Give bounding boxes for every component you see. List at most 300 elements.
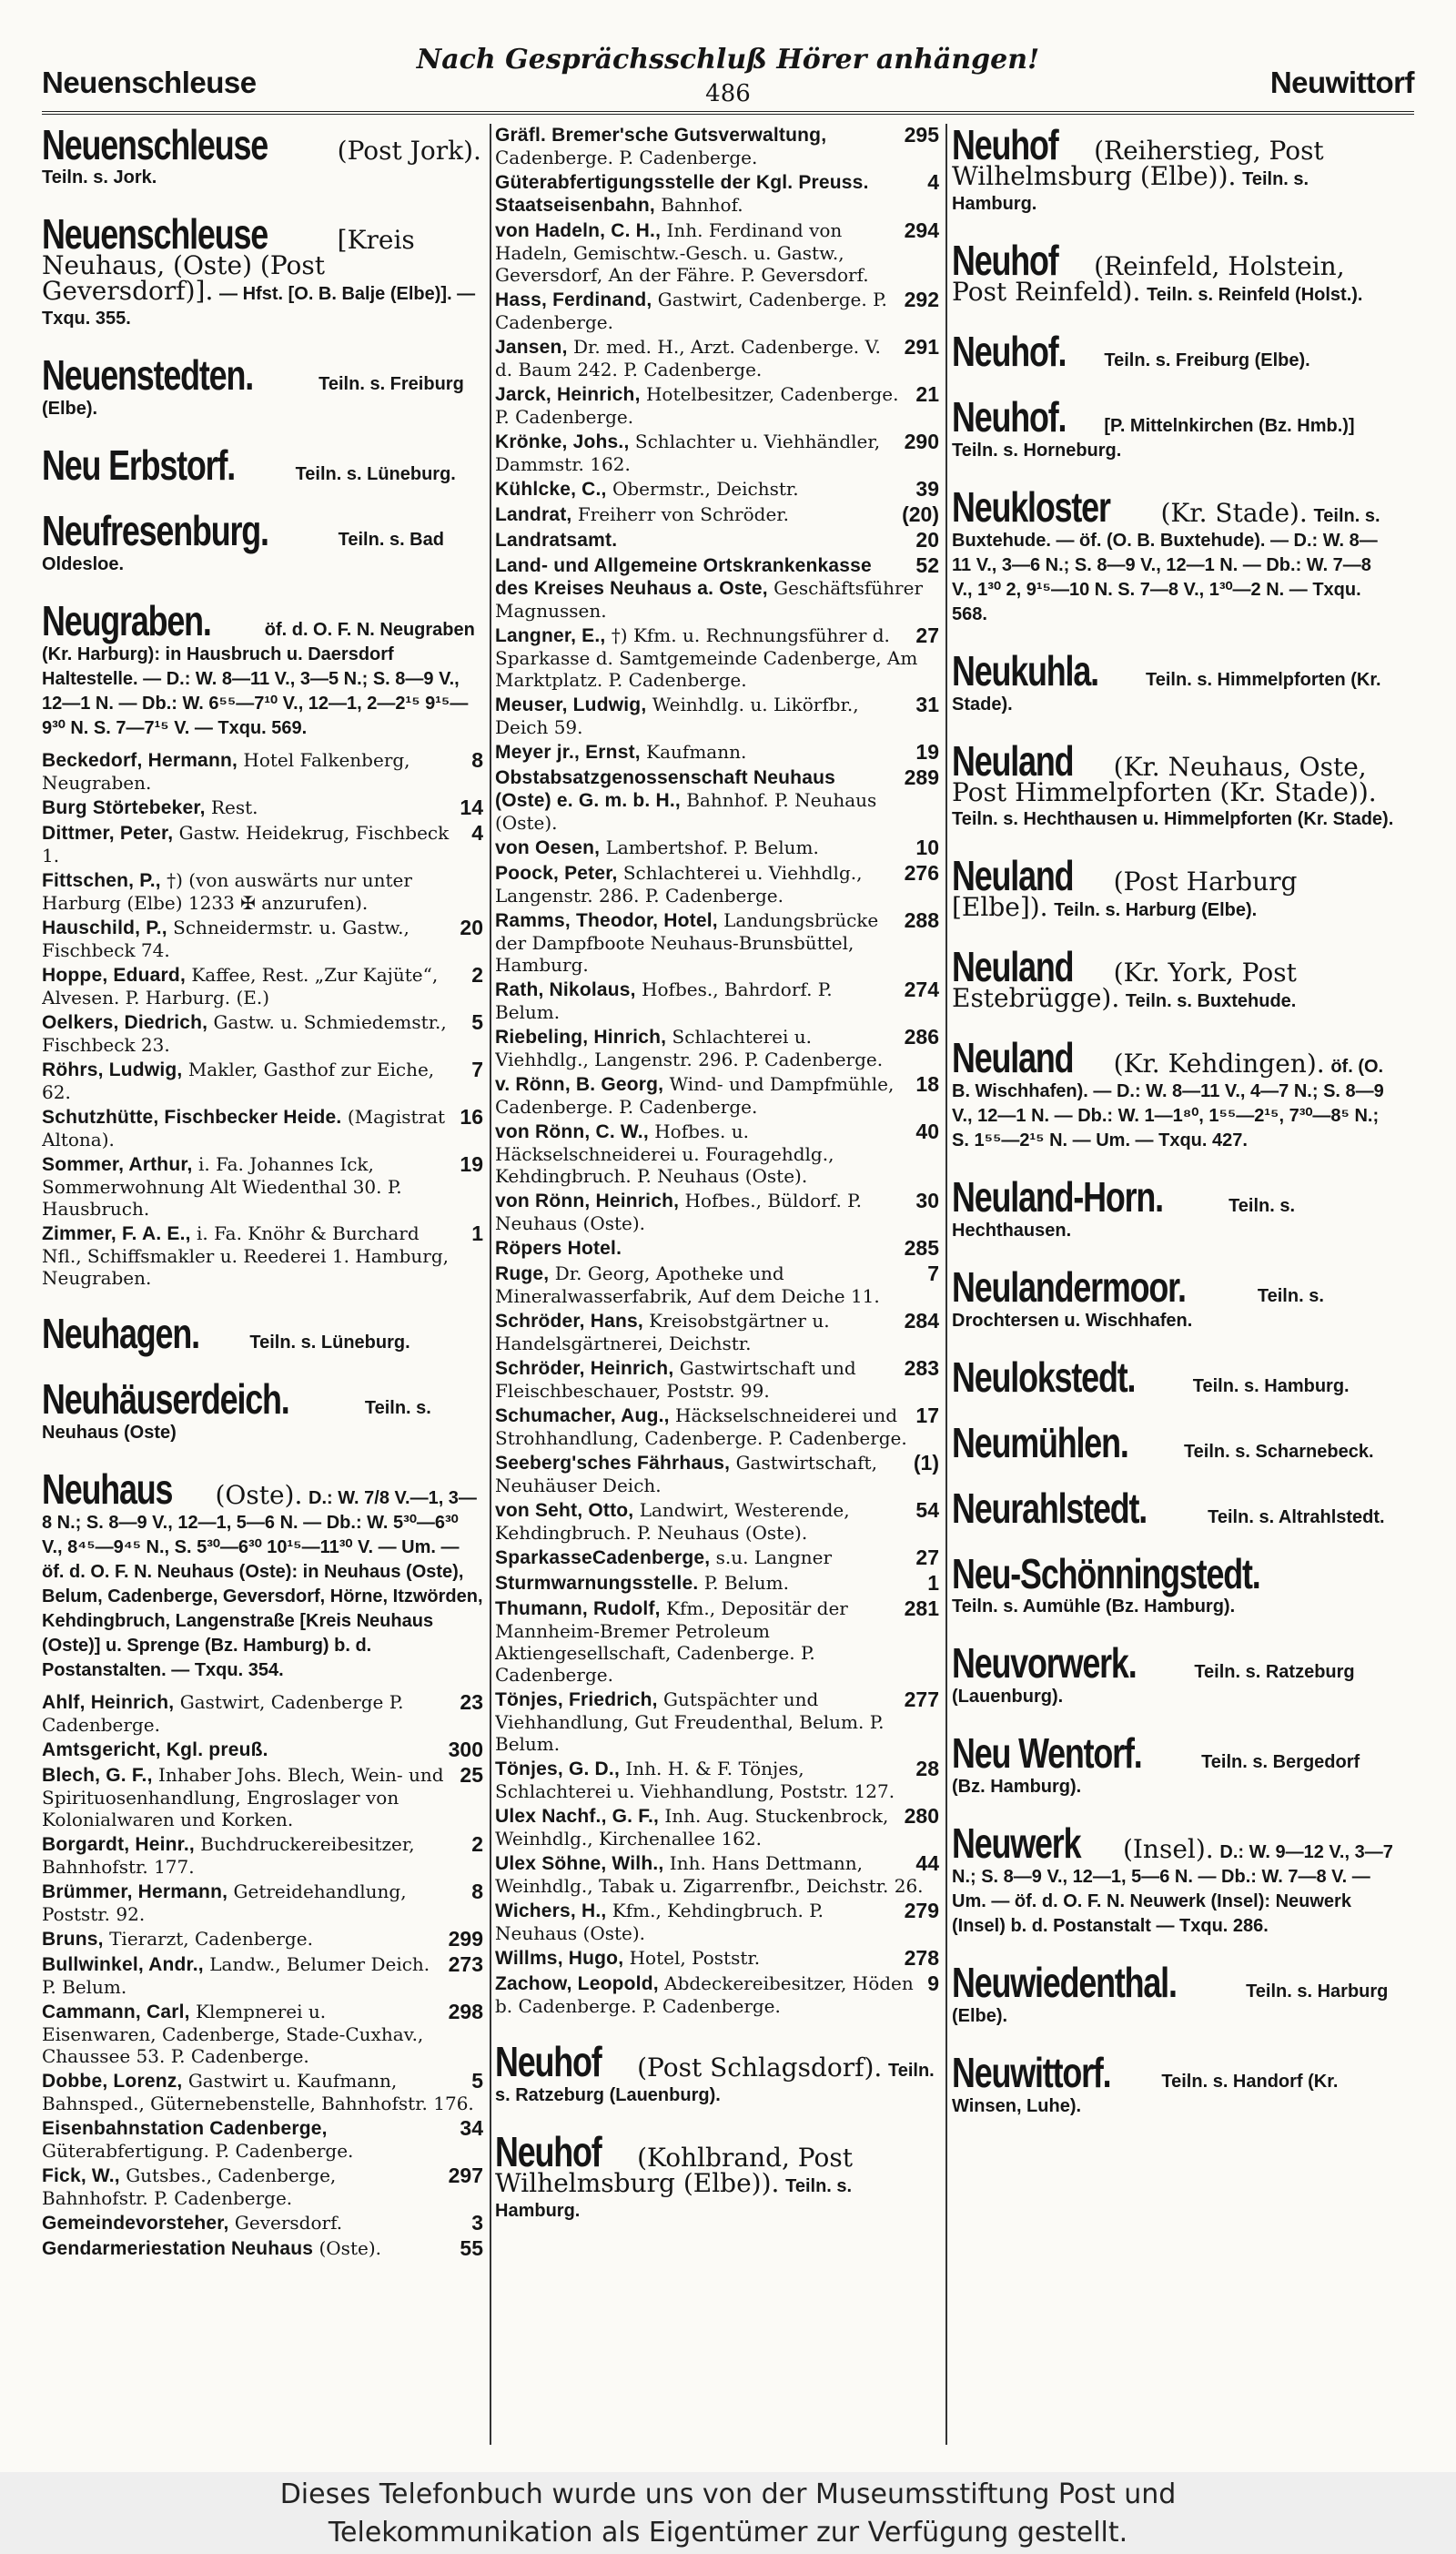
footer-line-1: Dieses Telefonbuch wurde uns von der Museumsstiftung Post und <box>279 2478 1177 2510</box>
place-name: Neuhagen. <box>42 1310 199 1357</box>
place-entry <box>952 1639 1394 1708</box>
place-entry <box>952 1419 1394 1466</box>
subscriber-details: Häckselschneiderei und Strohhandlung, Cadenberge. P. Cadenberge. <box>495 1404 907 1449</box>
place-entry <box>495 2128 939 2223</box>
place-entry <box>952 1485 1394 1532</box>
phone-number: 288 <box>904 908 939 932</box>
place-qualifier: (Kr. Kehdingen). <box>1113 1049 1325 1079</box>
subscriber-details: Bahnhof. <box>661 194 743 216</box>
subscriber-entry <box>42 869 483 914</box>
subscriber-name: Tönjes, G. D., <box>495 1758 620 1779</box>
subscriber-details: Gutspächter und Viehhandlung, Gut Freudenthal, Belum. P. Belum. <box>495 1688 885 1755</box>
phone-number: 10 <box>915 836 939 859</box>
phone-number: 8 <box>471 748 483 772</box>
place-info: Teiln. s. Jork. <box>42 167 157 187</box>
subscriber-details: Hotel Falkenberg, Neugraben. <box>42 749 410 794</box>
phone-number: 277 <box>904 1687 939 1711</box>
place-name: Neufresenburg. <box>42 507 268 554</box>
subscriber-details: Gutsbes., Cadenberge, Bahnhofstr. P. Cadenberge. <box>42 2164 337 2209</box>
subscriber-entry <box>495 978 939 1023</box>
subscriber-entry <box>495 336 939 380</box>
place-info: Teiln. s. Hamburg. <box>1192 1376 1350 1396</box>
place-info: Teiln. s. Drochtersen u. Wischhafen. <box>952 1286 1324 1331</box>
column-3 <box>952 124 1394 2456</box>
subscriber-details: Geschäftsführer Magnussen. <box>495 577 923 622</box>
phone-number: 16 <box>460 1105 483 1129</box>
subscriber-entry <box>495 1947 939 1970</box>
place-info: Teiln. s. Bergedorf (Bz. Hamburg). <box>952 1752 1360 1797</box>
subscriber-entry <box>495 219 939 286</box>
phone-number: 34 <box>460 2116 483 2140</box>
place-info: Teiln. s. Hechthausen. <box>952 1196 1296 1241</box>
place-entry <box>952 1550 1394 1618</box>
phone-number: 25 <box>460 1763 483 1787</box>
subscriber-name: Tönjes, Friedrich, <box>495 1689 658 1710</box>
place-qualifier: (Reinfeld, Holstein, Post Reinfeld). <box>952 251 1345 307</box>
subscriber-entry <box>495 1688 939 1755</box>
place-name: Neuenschleuse <box>42 124 268 168</box>
place-info: Teiln. s. Lüneburg. <box>249 1333 410 1353</box>
subscriber-entry <box>42 749 483 794</box>
subscriber-name: Kühlcke, C., <box>495 479 607 500</box>
subscriber-name: Schröder, Hans, <box>495 1311 643 1332</box>
subscriber-name: Thumann, Rudolf, <box>495 1598 661 1619</box>
place-name: Neu Erbstorf. <box>42 441 236 489</box>
place-entry <box>952 1034 1394 1152</box>
place-name: Neuwerk <box>952 1819 1081 1867</box>
subscriber-entry <box>42 2212 483 2235</box>
subscriber-details: (Oste). <box>318 2237 381 2259</box>
subscriber-details: Gastwirt u. Kaufmann, Bahnsped., Güternebenstelle, Bahnhofstr. 176. <box>42 2070 474 2114</box>
subscriber-entry <box>42 2117 483 2162</box>
place-entry <box>42 210 483 330</box>
subscriber-details: Güterabfertigung. P. Cadenberge. <box>42 2140 354 2162</box>
subscriber-name: Meuser, Ludwig, <box>495 694 647 715</box>
place-info: Teiln. s. Altrahlstedt. <box>1208 1507 1385 1527</box>
column-2 <box>495 124 939 2456</box>
place-info: Teiln. s. Harburg (Elbe). <box>1054 900 1258 920</box>
subscriber-entry <box>495 1546 939 1569</box>
subscriber-details: Klempnerei u. Eisenwaren, Cadenberge, Stade-Cuxhav., Chaussee 53. P. Cadenberge. <box>42 2001 424 2067</box>
subscriber-entry <box>495 1900 939 1944</box>
subscriber-name: Ulex Söhne, Wilh., <box>495 1853 664 1874</box>
phone-number: 18 <box>915 1072 939 1096</box>
phone-number: 279 <box>904 1899 939 1922</box>
phone-number: 4 <box>927 170 939 194</box>
subscriber-details: Makler, Gasthof zur Eiche, 62. <box>42 1059 435 1103</box>
place-qualifier: (Kohlbrand, Post Wilhelmsburg (Elbe)). <box>495 2143 853 2198</box>
subscriber-entry <box>495 909 939 976</box>
phone-number: 5 <box>471 2069 483 2093</box>
phone-number: 28 <box>915 1757 939 1780</box>
place-entry <box>952 1959 1394 2028</box>
subscriber-name: Zimmer, F. A. E., <box>42 1223 191 1244</box>
subscriber-entry <box>42 1928 483 1951</box>
phone-number: 295 <box>904 124 939 147</box>
subscriber-details: Landwirt, Westerende, Kehdingbruch. P. Neuhaus (Oste). <box>495 1499 850 1544</box>
subscriber-entry <box>495 1972 939 2017</box>
subscriber-name: Ulex Nachf., G. F., <box>495 1806 660 1827</box>
subscriber-entry <box>495 1499 939 1544</box>
subscriber-entry <box>42 1059 483 1103</box>
phone-number: 281 <box>904 1596 939 1620</box>
place-qualifier: (Oste). <box>215 1480 303 1510</box>
place-name: Neuland <box>952 943 1074 990</box>
header-left-keyword: Neuenschleuse <box>42 66 257 99</box>
place-entry <box>42 1310 483 1357</box>
phone-number: 299 <box>448 1927 483 1951</box>
subscriber-name: Ramms, Theodor, Hotel, <box>495 910 718 931</box>
subscriber-details: Wind- und Dampfmühle, Cadenberge. P. Cadenberge. <box>495 1073 895 1118</box>
subscriber-entry <box>42 796 483 819</box>
subscriber-details: Schlachterei u. Viehhdlg., Langenstr. 296. P. Cadenberge. <box>495 1026 884 1070</box>
subscriber-name: Riebeling, Hinrich, <box>495 1027 667 1048</box>
place-info: öf. (O. B. Wischhafen). — D.: W. 8—11 V., 4—7 N.; S. 8—9 V., 12—1 N. — Db.: W. 1—1⁸⁰, 1⁵⁵—2¹⁵, 7³⁰—8⁵ N.; S. 1⁵⁵—2¹⁵ N. — Um. — Txqu. 427. <box>952 1057 1384 1150</box>
page-number: 486 <box>705 80 751 107</box>
place-qualifier: (Insel). <box>1122 1834 1214 1864</box>
subscriber-entry <box>495 862 939 907</box>
subscriber-details: Kaufmann. <box>646 741 747 763</box>
subscriber-details: (Magistrat Altona). <box>42 1106 446 1150</box>
phone-number: 2 <box>471 1832 483 1856</box>
subscriber-entry <box>495 1452 939 1496</box>
subscriber-name: von Hadeln, C. H., <box>495 220 662 241</box>
place-info: Teiln. s. Ratzeburg (Lauenburg). <box>495 2061 935 2105</box>
place-qualifier: (Reiherstieg, Post Wilhelmsburg (Elbe)). <box>952 136 1324 191</box>
phone-number: 290 <box>904 430 939 453</box>
place-entry <box>42 1465 483 1682</box>
phone-number: 286 <box>904 1025 939 1049</box>
subscriber-entry <box>495 431 939 475</box>
subscriber-name: Dobbe, Lorenz, <box>42 2071 183 2092</box>
phone-number: 23 <box>460 1690 483 1714</box>
subscriber-name: Gräfl. Bremer'sche Gutsverwaltung, <box>495 125 827 146</box>
phone-number: 27 <box>915 1546 939 1569</box>
subscriber-name: Jarck, Heinrich, <box>495 384 641 405</box>
phone-number: 283 <box>904 1356 939 1380</box>
subscriber-details: Hofbes. u. Häckselschneiderei u. Fouragehdlg., Kehdingbruch. P. Neuhaus (Oste). <box>495 1120 834 1187</box>
subscriber-details: Schneidermstr. u. Gastw., Fischbeck 74. <box>42 917 410 961</box>
subscriber-details: Gastwirt, Cadenberge. P. Cadenberge. <box>495 289 887 333</box>
phone-number: 273 <box>448 1952 483 1976</box>
subscriber-name: Jansen, <box>495 337 568 358</box>
subscriber-details: Dr. Georg, Apotheke und Mineralwasserfabrik, Auf dem Deiche 11. <box>495 1262 880 1307</box>
place-name: Neuhäuserdeich. <box>42 1375 289 1423</box>
phone-number: 1 <box>471 1221 483 1245</box>
place-info: Teiln. s. Hechthausen u. Himmelpforten (Kr. Stade). <box>952 809 1394 829</box>
place-qualifier: (Kr. Stade). <box>1160 498 1308 528</box>
subscriber-entry <box>495 694 939 738</box>
subscriber-name: Hass, Ferdinand, <box>495 289 652 310</box>
subscriber-name: Poock, Peter, <box>495 863 618 884</box>
subscriber-entry <box>495 1262 939 1307</box>
subscriber-details: Hotelbesitzer, Cadenberge. P. Cadenberge. <box>495 383 899 428</box>
phone-number: 1 <box>927 1571 939 1595</box>
subscriber-details: Hofbes., Bahrdorf. P. Belum. <box>495 978 833 1023</box>
place-name: Neu Wentorf. <box>952 1729 1142 1777</box>
phone-number: 292 <box>904 288 939 311</box>
subscriber-details: Landw., Belumer Deich. P. Belum. <box>42 1953 430 1998</box>
place-entry <box>952 328 1394 375</box>
page-header <box>42 44 1414 107</box>
phone-number: 284 <box>904 1309 939 1333</box>
phone-number: 5 <box>471 1010 483 1034</box>
place-name: Neukloster <box>952 483 1110 531</box>
subscriber-details: Freiherr von Schröder. <box>577 503 789 525</box>
subscriber-details: Bahnhof. P. Neuhaus (Oste). <box>495 789 877 834</box>
subscriber-name: Wichers, H., <box>495 1900 607 1921</box>
subscriber-details: Kreisobstgärtner u. Handelsgärtnerei, Deichstr. <box>495 1310 830 1354</box>
subscriber-entry <box>495 1237 939 1260</box>
subscriber-entry <box>42 917 483 961</box>
subscriber-name: SparkasseCadenberge, <box>495 1547 711 1568</box>
subscriber-name: Ahlf, Heinrich, <box>42 1692 175 1713</box>
place-entry <box>952 1173 1394 1242</box>
phone-number: 280 <box>904 1804 939 1828</box>
phone-number: 289 <box>904 765 939 789</box>
place-entry <box>42 441 483 489</box>
place-info: D.: W. 9—12 V., 3—7 N.; S. 8—9 V., 12—1, 5—6 N. — Db.: W. 7—8 V. — Um. — öf. d. O. F. N. Neuwerk (Insel): Neuwerk (Insel) b. d. Postanstalt — Txqu. 286. <box>952 1842 1393 1936</box>
place-entry <box>952 1729 1394 1799</box>
header-rule <box>42 111 1414 115</box>
subscriber-details: Gastw. Heidekrug, Fischbeck 1. <box>42 822 450 867</box>
subscriber-details: Hotel, Poststr. <box>629 1947 761 1969</box>
phone-number: 298 <box>448 2000 483 2023</box>
phone-number: 55 <box>460 2236 483 2260</box>
subscriber-name: Bullwinkel, Andr., <box>42 1954 204 1975</box>
phone-number: 7 <box>927 1262 939 1285</box>
column-divider <box>945 124 947 2445</box>
subscriber-details: Obermstr., Deichstr. <box>612 478 799 500</box>
subscriber-name: Schutzhütte, Fischbecker Heide. <box>42 1107 342 1128</box>
place-name: Neuhof. <box>952 393 1067 441</box>
subscriber-entry <box>495 624 939 691</box>
subscriber-name: Fittschen, P., <box>42 870 161 891</box>
subscriber-details: Tierarzt, Cadenberge. <box>109 1928 313 1950</box>
place-qualifier: (Kr. York, Post Estebrügge). <box>952 958 1297 1013</box>
place-name: Neuland <box>952 737 1074 785</box>
subscriber-details: Schlachter u. Viehhändler, Dammstr. 162. <box>495 431 881 475</box>
subscriber-entry <box>495 836 939 859</box>
subscriber-name: von Seht, Otto, <box>495 1500 634 1521</box>
subscriber-name: Langner, E., <box>495 625 606 646</box>
subscriber-entry <box>42 822 483 867</box>
place-entry <box>952 1353 1394 1401</box>
place-info: Teiln. s. Neuhaus (Oste) <box>42 1398 431 1443</box>
subscriber-details: Inh. Aug. Stuckenbrock, Weinhdlg., Kirchenallee 162. <box>495 1805 889 1850</box>
place-name: Neuhof <box>495 2128 602 2175</box>
phone-number: 274 <box>904 978 939 1001</box>
subscriber-name: Güterabfertigungsstelle der Kgl. Preuss. Staatseisenbahn, <box>495 172 869 216</box>
phone-number: 8 <box>471 1880 483 1903</box>
subscriber-name: Hauschild, P., <box>42 917 167 938</box>
subscriber-entry <box>42 1691 483 1736</box>
subscriber-name: Brümmer, Hermann, <box>42 1881 228 1902</box>
subscriber-entry <box>495 1852 939 1897</box>
place-name: Neuland <box>952 852 1074 899</box>
place-entry <box>952 852 1394 922</box>
place-name: Neukuhla. <box>952 647 1098 694</box>
subscriber-name: Landrat, <box>495 504 572 525</box>
subscriber-entry <box>495 1805 939 1850</box>
place-entry <box>952 393 1394 462</box>
phone-number: 3 <box>471 2211 483 2235</box>
place-name: Neuenschleuse <box>42 210 268 258</box>
subscriber-entry <box>42 2070 483 2114</box>
subscriber-name: Schumacher, Aug., <box>495 1405 670 1426</box>
phone-number: 21 <box>915 382 939 406</box>
subscriber-entry <box>495 1310 939 1354</box>
place-name: Neuhof <box>952 124 1058 168</box>
phone-number: 7 <box>471 1058 483 1081</box>
subscriber-name: Dittmer, Peter, <box>42 823 174 844</box>
phone-number: 297 <box>448 2164 483 2187</box>
subscriber-name: von Oesen, <box>495 837 601 858</box>
place-entry <box>952 1819 1394 1938</box>
place-entry <box>42 351 483 421</box>
place-name: Neuhaus <box>42 1465 173 1513</box>
subscriber-entry <box>495 1597 939 1686</box>
phone-number: 300 <box>448 1738 483 1761</box>
subscriber-details: Buchdruckereibesitzer, Bahnhofstr. 177. <box>42 1833 415 1878</box>
phone-number: 285 <box>904 1236 939 1260</box>
subscriber-details: Getreidehandlung, Poststr. 92. <box>42 1880 407 1925</box>
subscriber-details: Inh. Ferdinand von Hadeln, Gemischtw.-Gesch. u. Gastw., Geversdorf, An der Fähre. P. Geversdorf. <box>495 219 869 286</box>
subscriber-details: i. Fa. Knöhr & Burchard Nfl., Schiffsmakler u. Reederei 1. Hamburg, Neugraben. <box>42 1222 450 1289</box>
place-entry <box>952 2049 1394 2118</box>
place-entry <box>495 2038 939 2107</box>
phone-number: 17 <box>915 1404 939 1427</box>
subscriber-details: Landungsbrücke der Dampfboote Neuhaus-Brunsbüttel, Hamburg. <box>495 909 879 976</box>
place-qualifier: (Post Harburg [Elbe]). <box>952 867 1298 922</box>
subscriber-name: Schröder, Heinrich, <box>495 1358 674 1379</box>
subscriber-entry <box>42 1153 483 1220</box>
subscriber-entry <box>495 1120 939 1187</box>
subscriber-entry <box>495 529 939 552</box>
place-info: öf. d. O. F. N. Neugraben (Kr. Harburg): in Hausbruch u. Daersdorf Haltestelle. — D.: W. 8—11 V., 3—5 N.; S. 8—9 V., 12—1 N. — Db.: W. 6⁵⁵—7¹⁰ V., 12—1, 2—2¹⁵ 9¹⁵—9³⁰ N. S. 7—7¹⁵ V. — Txqu. 569. <box>42 620 475 738</box>
subscriber-entry <box>495 124 939 168</box>
subscriber-name: Röhrs, Ludwig, <box>42 1059 183 1080</box>
subscriber-entry <box>495 741 939 764</box>
subscriber-details: i. Fa. Johannes Ick, Sommerwohnung Alt Wiedenthal 30. P. Hausbruch. <box>42 1153 402 1220</box>
subscriber-name: Zachow, Leopold, <box>495 1973 659 1994</box>
subscriber-details: †) (von auswärts nur unter Harburg (Elbe) 1233 ✠ anzurufen). <box>42 869 412 914</box>
place-info: Teiln. s. Hamburg. <box>495 2176 853 2221</box>
subscriber-entry <box>42 1953 483 1998</box>
subscriber-details: Gastwirtschaft und Fleischbeschauer, Poststr. 99. <box>495 1357 856 1402</box>
subscriber-details: Dr. med. H., Arzt. Cadenberge. V. d. Baum 242. P. Cadenberge. <box>495 336 881 380</box>
subscriber-details: Weinhdlg. u. Likörfbr., Deich 59. <box>495 694 859 738</box>
subscriber-details: Lambertshof. P. Belum. <box>605 836 819 858</box>
phone-number: 44 <box>915 1851 939 1875</box>
place-name: Neulokstedt. <box>952 1353 1136 1401</box>
phone-number: 20 <box>460 916 483 939</box>
subscriber-details: Kfm., Depositär der Mannheim-Bremer Petroleum Aktiengesellschaft, Cadenberge. P. Cadenberge. <box>495 1597 848 1686</box>
subscriber-entry <box>495 1572 939 1595</box>
phone-number: 19 <box>915 740 939 764</box>
phone-number: 9 <box>927 1971 939 1995</box>
subscriber-details: Kaffee, Rest. „Zur Kajüte“, Alvesen. P. Harburg. (E.) <box>42 964 439 1008</box>
place-info: Teiln. s. Handorf (Kr. Winsen, Luhe). <box>952 2072 1339 2116</box>
place-info: Teiln. s. Buxtehude. — öf. (O. B. Buxtehude). — D.: W. 8—11 V., 3—6 N.; S. 8—9 V., 12—1 N. — Db.: W. 7—8 V., 1³⁰ 2, 9¹⁵—10 N. S. 7—8 V., 1³⁰—2 N. — Txqu. 568. <box>952 506 1380 624</box>
place-info: Teiln. s. Himmelpforten (Kr. Stade). <box>952 670 1381 715</box>
place-name: Neuwiedenthal. <box>952 1959 1177 2006</box>
subscriber-details: Schlachterei u. Viehhdlg., Langenstr. 286. P. Cadenberge. <box>495 862 863 907</box>
place-entry <box>952 737 1394 831</box>
place-info: Teiln. s. Hamburg. <box>952 169 1309 214</box>
subscriber-details: Rest. <box>210 796 258 818</box>
phone-number: 4 <box>471 821 483 845</box>
subscriber-name: Rath, Nikolaus, <box>495 979 636 1000</box>
subscriber-details: Geversdorf. <box>234 2212 343 2234</box>
subscriber-name: von Rönn, C. W., <box>495 1121 649 1142</box>
subscriber-name: Amtsgericht, Kgl. preuß. <box>42 1739 268 1760</box>
phone-number: (1) <box>913 1451 939 1475</box>
place-name: Neuland-Horn. <box>952 1173 1163 1221</box>
place-name: Neumühlen. <box>952 1419 1128 1466</box>
subscriber-name: Ruge, <box>495 1263 550 1284</box>
place-name: Neuwittorf. <box>952 2049 1111 2096</box>
subscriber-name: Obstabsatzgenossenschaft Neuhaus (Oste) e. G. m. b. H., <box>495 767 835 811</box>
subscriber-details: Abdeckereibesitzer, Höden b. Cadenberge. P. Cadenberge. <box>495 1972 914 2017</box>
subscriber-name: Gemeindevorsteher, <box>42 2213 229 2234</box>
subscriber-name: Borgardt, Heinr., <box>42 1834 195 1855</box>
subscriber-entry <box>495 289 939 333</box>
subscriber-name: Fick, W., <box>42 2165 120 2186</box>
subscriber-entry <box>495 478 939 501</box>
subscriber-name: Oelkers, Diedrich, <box>42 1012 208 1033</box>
subscriber-name: Land- und Allgemeine Ortskrankenkasse des Kreises Neuhaus a. Oste, <box>495 555 872 599</box>
subscriber-entry <box>495 554 939 622</box>
place-info: Teiln. s. Ratzeburg (Lauenburg). <box>952 1662 1355 1707</box>
phone-number: 27 <box>915 623 939 647</box>
phone-number: 14 <box>460 796 483 819</box>
phone-number: 2 <box>471 963 483 987</box>
place-name: Neuvorwerk. <box>952 1639 1137 1687</box>
subscriber-details: Gastw. u. Schmiedemstr., Fischbeck 23. <box>42 1011 447 1056</box>
subscriber-entry <box>42 1764 483 1830</box>
place-entry <box>952 124 1394 216</box>
subscriber-details: Cadenberge. P. Cadenberge. <box>495 147 758 168</box>
subscriber-entry <box>495 171 939 217</box>
place-info: Teiln. s. Buxtehude. <box>1125 991 1297 1011</box>
phone-number: 19 <box>460 1152 483 1176</box>
phone-number: 20 <box>915 528 939 552</box>
place-name: Neugraben. <box>42 597 211 644</box>
place-entry <box>952 237 1394 307</box>
subscriber-name: Willms, Hugo, <box>495 1948 624 1969</box>
place-entry <box>952 647 1394 716</box>
subscriber-details: Gastwirtschaft, Neuhäuser Deich. <box>495 1452 877 1496</box>
subscriber-name: Sturmwarnungsstelle. <box>495 1573 699 1594</box>
place-entry <box>42 507 483 576</box>
place-name: Neuhof <box>952 237 1058 284</box>
header-right-keyword: Neuwittorf <box>1269 66 1414 99</box>
place-info: — Hfst. [O. B. Balje (Elbe)]. — Txqu. 355. <box>42 284 476 329</box>
subscriber-entry <box>495 1190 939 1234</box>
subscriber-entry <box>495 1026 939 1070</box>
subscriber-entry <box>495 1758 939 1802</box>
subscriber-details: Inh. Hans Dettmann, Weinhdlg., Tabak u. Zigarrenfbr., Deichstr. 26. <box>495 1852 924 1897</box>
subscriber-name: Burg Störtebeker, <box>42 797 206 818</box>
subscriber-name: Seeberg'sches Fährhaus, <box>495 1453 731 1474</box>
place-name: Neuland <box>952 1034 1074 1081</box>
subscriber-entry <box>42 1106 483 1150</box>
phone-number: 30 <box>915 1189 939 1212</box>
subscriber-name: Beckedorf, Hermann, <box>42 750 238 771</box>
place-name: Neuenstedten. <box>42 351 254 399</box>
subscriber-name: Sommer, Arthur, <box>42 1154 193 1175</box>
